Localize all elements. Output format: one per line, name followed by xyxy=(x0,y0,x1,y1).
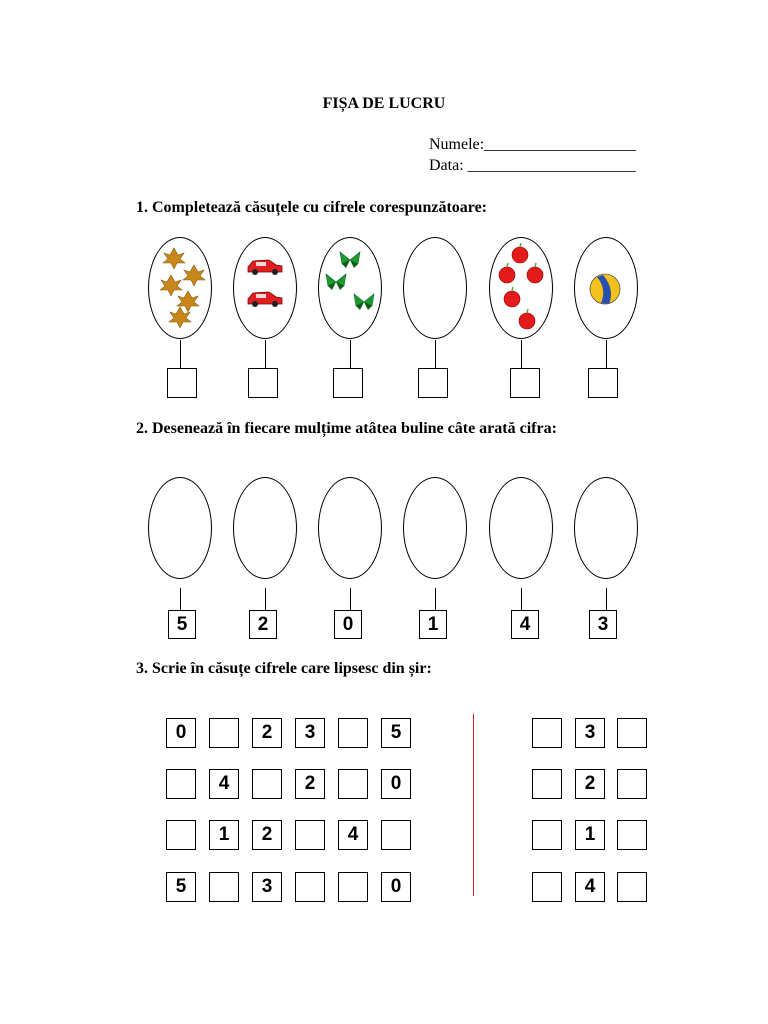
sequence-box[interactable]: 0 xyxy=(166,718,196,748)
connector-line xyxy=(265,340,266,368)
neighbor-box[interactable]: 2 xyxy=(575,769,605,799)
answer-box[interactable] xyxy=(333,368,363,398)
sequence-box[interactable] xyxy=(295,820,325,850)
sequence-box[interactable]: 4 xyxy=(338,820,368,850)
connector-line xyxy=(350,340,351,368)
apple-icon xyxy=(527,263,543,283)
car-group xyxy=(245,255,285,315)
number-box: 2 xyxy=(249,610,277,639)
number-box: 1 xyxy=(419,610,447,639)
drawing-oval-3[interactable] xyxy=(318,477,382,579)
set-oval-4 xyxy=(403,237,467,339)
connector-line xyxy=(606,588,607,610)
sequence-box[interactable]: 3 xyxy=(295,718,325,748)
date-field[interactable]: Data: _____________________ xyxy=(429,157,636,174)
neighbor-box[interactable] xyxy=(617,872,647,902)
connector-line xyxy=(350,588,351,610)
connector-line xyxy=(521,340,522,368)
apple-group xyxy=(496,243,548,335)
connector-line xyxy=(265,588,266,610)
sequence-box[interactable] xyxy=(166,820,196,850)
answer-box[interactable] xyxy=(418,368,448,398)
drawing-oval-6[interactable] xyxy=(574,477,638,579)
answer-box[interactable] xyxy=(167,368,197,398)
leaf-icon xyxy=(163,248,185,269)
sequence-box[interactable]: 2 xyxy=(252,718,282,748)
number-box: 3 xyxy=(589,610,617,639)
sequence-box[interactable]: 5 xyxy=(381,718,411,748)
answer-box[interactable] xyxy=(588,368,618,398)
leaf-icon xyxy=(160,275,182,296)
apple-icon xyxy=(512,243,528,263)
sequence-box[interactable]: 1 xyxy=(209,820,239,850)
butterfly-group xyxy=(322,248,378,318)
sequence-box[interactable]: 2 xyxy=(252,820,282,850)
connector-line xyxy=(606,340,607,368)
apple-icon xyxy=(504,287,520,307)
number-box: 4 xyxy=(511,610,539,639)
page-title: FIȘA DE LUCRU xyxy=(322,95,446,112)
neighbor-box[interactable] xyxy=(617,769,647,799)
sequence-box[interactable] xyxy=(338,872,368,902)
sequence-box[interactable] xyxy=(338,718,368,748)
sequence-box[interactable] xyxy=(209,872,239,902)
red-car-icon xyxy=(248,292,282,307)
butterfly-icon xyxy=(354,294,374,310)
name-field[interactable]: Numele:___________________ xyxy=(429,136,637,153)
leaf-icon xyxy=(183,265,205,286)
sequence-box[interactable]: 4 xyxy=(209,769,239,799)
red-car-icon xyxy=(248,260,282,275)
neighbor-box[interactable] xyxy=(532,718,562,748)
sequence-box[interactable] xyxy=(209,718,239,748)
drawing-oval-2[interactable] xyxy=(233,477,297,579)
drawing-oval-1[interactable] xyxy=(148,477,212,579)
sequence-box[interactable]: 0 xyxy=(381,769,411,799)
task1-instruction: 1. Completează căsuțele cu cifrele corespunzătoare: xyxy=(136,199,488,216)
answer-box[interactable] xyxy=(510,368,540,398)
neighbor-box[interactable] xyxy=(617,820,647,850)
apple-icon xyxy=(499,263,515,283)
butterfly-icon xyxy=(326,274,346,290)
apple-icon xyxy=(519,309,535,329)
neighbor-box[interactable] xyxy=(532,872,562,902)
connector-line xyxy=(180,340,181,368)
connector-line xyxy=(180,588,181,610)
sequence-box[interactable] xyxy=(166,769,196,799)
neighbor-box[interactable]: 4 xyxy=(575,872,605,902)
sequence-box[interactable]: 3 xyxy=(252,872,282,902)
sequence-box[interactable] xyxy=(252,769,282,799)
divider-line xyxy=(473,714,474,896)
sequence-box[interactable]: 0 xyxy=(381,872,411,902)
leaf-group xyxy=(160,245,208,333)
neighbor-box[interactable]: 1 xyxy=(575,820,605,850)
answer-box[interactable] xyxy=(248,368,278,398)
task2-instruction: 2. Desenează în fiecare mulțime atâtea buline câte arată cifra: xyxy=(136,420,557,437)
connector-line xyxy=(435,588,436,610)
connector-line xyxy=(521,588,522,610)
neighbor-box[interactable] xyxy=(617,718,647,748)
sequence-box[interactable] xyxy=(295,872,325,902)
sequence-box[interactable]: 2 xyxy=(295,769,325,799)
butterfly-icon xyxy=(340,252,360,268)
drawing-oval-4[interactable] xyxy=(403,477,467,579)
sequence-box[interactable] xyxy=(338,769,368,799)
drawing-oval-5[interactable] xyxy=(489,477,553,579)
sequence-box[interactable]: 5 xyxy=(166,872,196,902)
neighbor-box[interactable] xyxy=(532,820,562,850)
ball-icon xyxy=(589,273,621,305)
sequence-box[interactable] xyxy=(381,820,411,850)
task3-instruction: 3. Scrie în căsuțe cifrele care lipsesc din șir: xyxy=(136,660,432,677)
neighbor-box[interactable] xyxy=(532,769,562,799)
connector-line xyxy=(435,340,436,368)
neighbor-box[interactable]: 3 xyxy=(575,718,605,748)
number-box: 5 xyxy=(168,610,196,639)
number-box: 0 xyxy=(334,610,362,639)
